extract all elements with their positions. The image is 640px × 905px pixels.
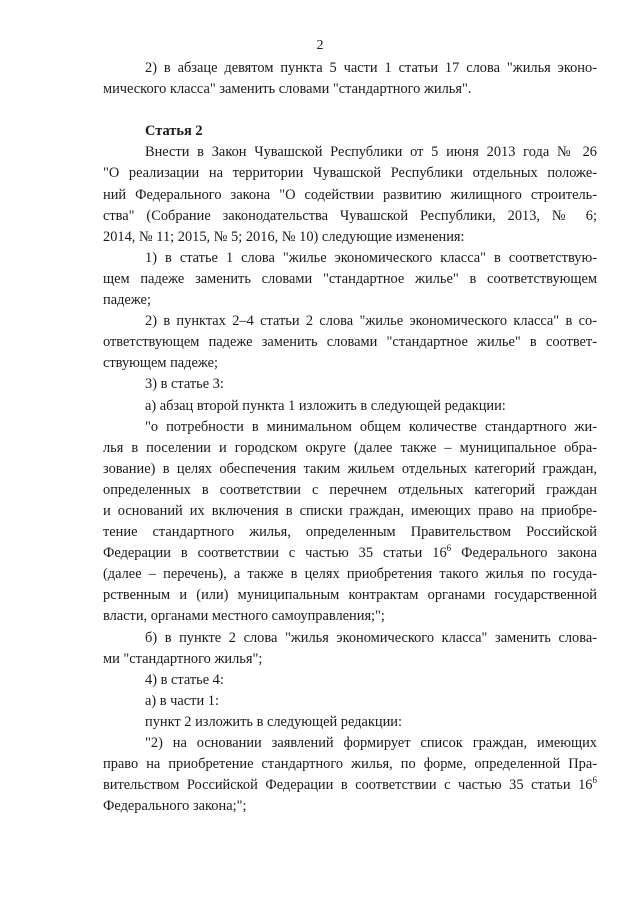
blank-line [103, 100, 597, 121]
page-number: 2 [316, 38, 324, 53]
paragraph-line [103, 775, 597, 796]
paragraph-line: щем падеже заменить словами "стандартное жилье" в соответствующем [103, 270, 597, 287]
paragraph-line: а) абзац второй пункта 1 изложить в следующей редакции: [145, 397, 506, 414]
paragraph-line: право на приобретение стандартного жилья, по форме, определенной Пра- [103, 756, 597, 773]
line-segment: Федерального закона [451, 545, 597, 562]
paragraph-line: Внести в Закон Чувашской Республики от 5 июня 2013 года № 26 [145, 144, 597, 161]
paragraph-line: падеже; [103, 292, 151, 309]
paragraph-line: мического класса" заменить словами "стандартного жилья". [103, 81, 472, 98]
paragraph-line: "О реализации на территории Чувашской Республики отдельных положе- [103, 165, 597, 182]
paragraph-line: 2) в абзаце девятом пункта 5 части 1 статьи 17 слова "жилья эконо- [145, 60, 597, 76]
paragraph-line: ства" (Собрание законодательства Чувашской Республики, 2013, № 6; [103, 207, 597, 224]
paragraph-line: ответствующем падеже заменить словами "стандартное жилье" в соответ- [103, 334, 597, 351]
paragraph-line: и оснований их включения в списки граждан, имеющих право на приобре- [103, 502, 597, 519]
paragraph-line: "о потребности в минимальном общем количестве стандартного жи- [145, 418, 597, 435]
paragraph-line: рственным и (или) муниципальным контрактам органами государственной [103, 587, 597, 604]
paragraph-line: ми "стандартного жилья"; [103, 650, 263, 667]
paragraph-line: 1) в статье 1 слова "жилье экономического класса" в соответствую- [145, 249, 597, 266]
paragraph-line: пункт 2 изложить в следующей редакции: [145, 713, 402, 730]
paragraph-line: а) в части 1: [145, 692, 219, 709]
paragraph-line: власти, органами местного самоуправления;"; [103, 608, 385, 625]
line-segment: Федерации в соответствии с частью 35 статьи 16 [103, 545, 447, 562]
paragraph-line: определенных в соответствии с перечнем отдельных категорий граждан [103, 481, 597, 498]
document-body [103, 58, 597, 817]
paragraph-line: лья в поселении и городском округе (далее также – муниципальное обра- [103, 439, 597, 456]
superscript: 6 [446, 543, 452, 554]
paragraph-line: ний Федерального закона "О содействии развитию жилищного строитель- [103, 186, 597, 203]
line-segment: вительством Российской Федерации в соответствии с частью 35 статьи 16 [103, 777, 593, 794]
paragraph-line: (далее – перечень), а также в целях приобретения такого жилья по госуда- [103, 566, 597, 583]
paragraph-line [103, 543, 597, 564]
paragraph-line: "2) на основании заявлений формирует список граждан, имеющих [145, 735, 597, 751]
paragraph-line: 2) в пунктах 2–4 статьи 2 слова "жилье экономического класса" в со- [145, 313, 597, 330]
paragraph-line: 4) в статье 4: [145, 671, 224, 688]
superscript: 6 [592, 775, 597, 786]
paragraph-line: ствующем падеже; [103, 355, 219, 372]
paragraph-line: б) в пункте 2 слова "жилья экономического класса" заменить слова- [145, 629, 597, 646]
article-heading: Статья 2 [145, 123, 203, 140]
paragraph-line: 3) в статье 3: [145, 376, 224, 393]
paragraph-line: Федерального закона;"; [103, 798, 247, 815]
paragraph-line: зование) в целях обеспечения таким жильем отдельных категорий граждан, [103, 460, 597, 477]
paragraph-line: 2014, № 11; 2015, № 5; 2016, № 10) следующие изменения: [103, 228, 465, 245]
paragraph-line: тение стандартного жилья, определенным Правительством Российской [103, 524, 597, 541]
